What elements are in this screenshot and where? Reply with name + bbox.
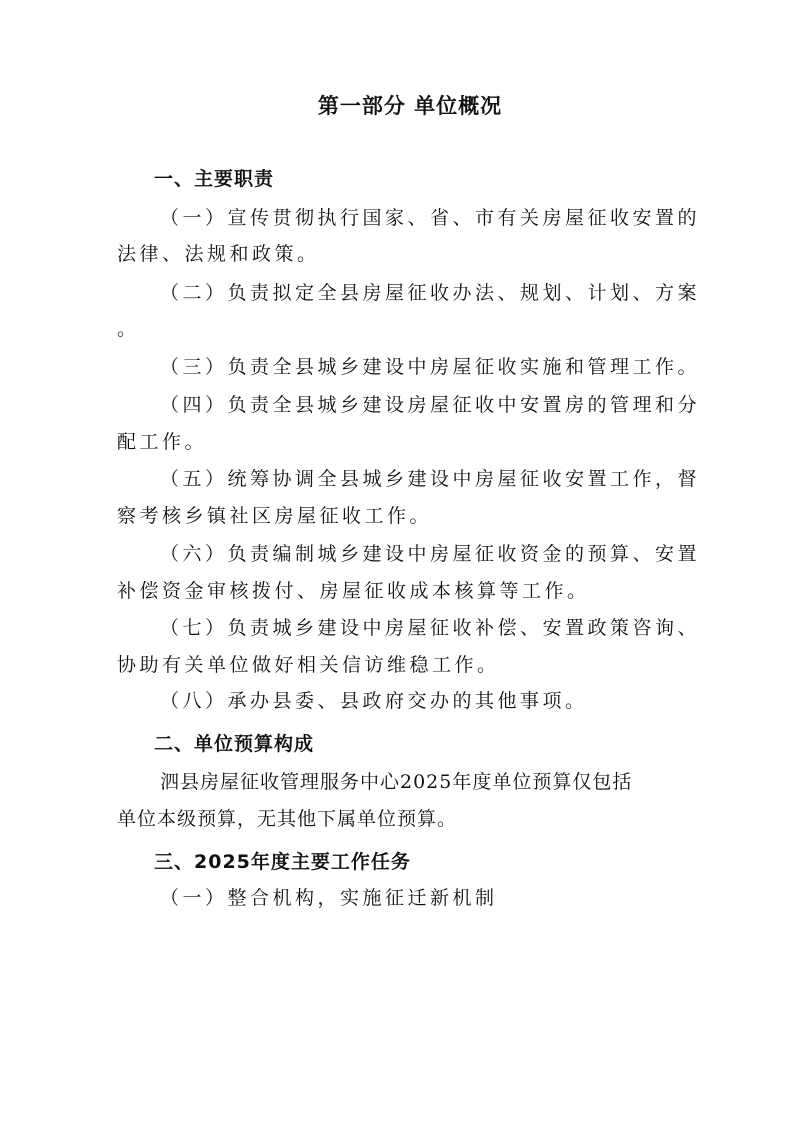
task-1-line-1: （一）整合机构，实施征迁新机制 [160,887,498,909]
section-heading-duties: 一、主要职责 [154,168,275,190]
duty-4-line-2: 配工作。 [117,431,208,453]
duty-1-line-1: （一）宣传贯彻执行国家、省、市有关房屋征收安置的 [160,207,701,229]
budget-line-1: 泗县房屋征收管理服务中心2025年度单位预算仅包括 [160,771,633,793]
page-title: 第一部分 单位概况 [317,94,503,118]
duty-4-line-1: （四）负责全县城乡建设房屋征收中安置房的管理和分 [160,394,701,416]
duty-2-line-1: （二）负责拟定全县房屋征收办法、规划、计划、方案 [160,282,701,304]
section-heading-budget: 二、单位预算构成 [154,733,315,755]
duty-5-line-1: （五）统筹协调全县城乡建设中房屋征收安置工作，督 [160,468,701,490]
duty-5-line-2: 察考核乡镇社区房屋征收工作。 [117,505,433,527]
duty-3-line-1: （三）负责全县城乡建设中房屋征收实施和管理工作。 [160,356,701,378]
duty-8-line-1: （八）承办县委、县政府交办的其他事项。 [160,690,588,712]
duty-6-line-1: （六）负责编制城乡建设中房屋征收资金的预算、安置 [160,543,701,565]
duty-6-line-2: 补偿资金审核拨付、房屋征收成本核算等工作。 [117,580,590,602]
section-heading-tasks: 三、2025年度主要工作任务 [154,851,411,873]
duty-1-line-2: 法律、法规和政策。 [117,243,320,265]
duty-7-line-1: （七）负责城乡建设中房屋征收补偿、安置政策咨询、 [160,617,701,639]
duty-7-line-2: 协助有关单位做好相关信访维稳工作。 [117,654,500,676]
duty-2-line-2: 。 [117,318,140,340]
budget-line-2: 单位本级预算，无其他下属单位预算。 [117,808,458,830]
